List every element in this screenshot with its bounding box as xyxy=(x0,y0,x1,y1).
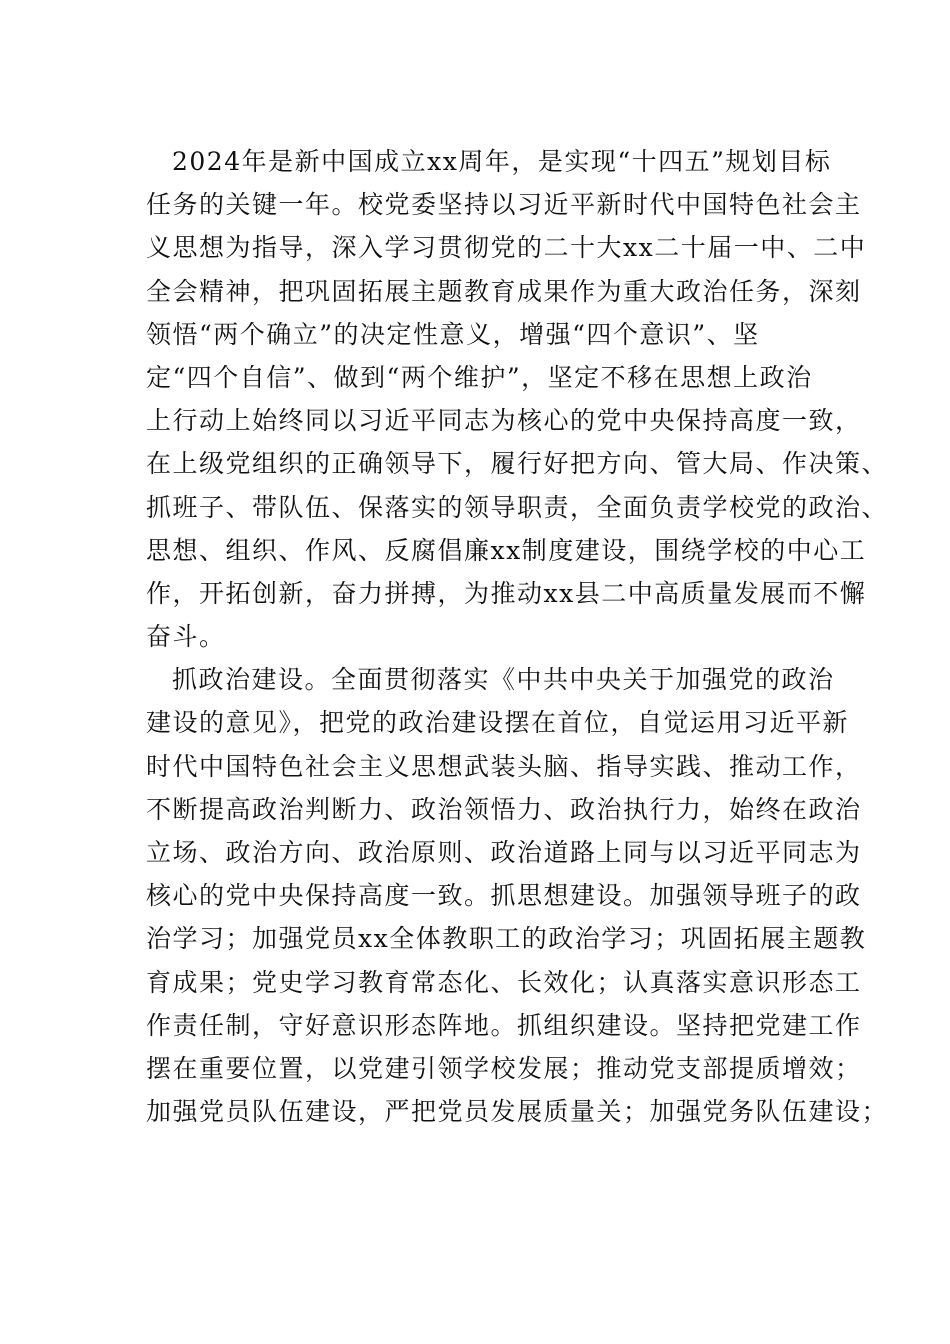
text-line: 摆在重要位置，以党建引领学校发展；推动党支部提质增效； xyxy=(146,1053,862,1083)
text-line: 治学习；加强党员xx全体教职工的政治学习；巩固拓展主题教 xyxy=(146,924,867,954)
text-line: 义思想为指导，深入学习贯彻党的二十大xx二十届一中、二中 xyxy=(146,233,867,263)
text-line: 时代中国特色社会主义思想武装头脑、指导实践、推动工作， xyxy=(146,751,862,781)
text-line: 抓班子、带队伍、保落实的领导职责，全面负责学校党的政治、 xyxy=(146,492,889,522)
text-line: 育成果；党史学习教育常态化、长效化；认真落实意识形态工 xyxy=(146,967,862,997)
paragraph-political-building xyxy=(146,658,889,1133)
text-line: 抓政治建设。全面贯彻落实《中共中央关于加强党的政治 xyxy=(172,665,835,695)
text-line: 2024年是新中国成立xx周年，是实现“十四五”规划目标 xyxy=(172,147,832,176)
text-line: 作，开拓创新，奋力拼搏，为推动xx县二中高质量发展而不懈 xyxy=(146,578,867,608)
document-body xyxy=(146,140,889,1133)
text-line: 不断提高政治判断力、政治领悟力、政治执行力，始终在政治 xyxy=(146,794,862,824)
text-line: 在上级党组织的正确领导下，履行好把方向、管大局、作决策、 xyxy=(146,449,889,479)
text-line: 加强党员队伍建设，严把党员发展质量关；加强党务队伍建设； xyxy=(146,1097,889,1127)
text-line: 作责任制，守好意识形态阵地。抓组织建设。坚持把党建工作 xyxy=(146,1010,862,1040)
text-line: 全会精神，把巩固拓展主题教育成果作为重大政治任务，深刻 xyxy=(146,276,862,306)
text-line: 领悟“两个确立”的决定性意义，增强“四个意识”、坚 xyxy=(146,319,760,349)
text-line: 奋斗。 xyxy=(146,622,226,652)
paragraph-intro xyxy=(146,140,889,658)
text-line: 定“四个自信”、做到“两个维护”，坚定不移在思想上政治 xyxy=(146,362,813,392)
text-line: 上行动上始终同以习近平同志为核心的党中央保持高度一致， xyxy=(146,406,862,436)
text-line: 任务的关键一年。校党委坚持以习近平新时代中国特色社会主 xyxy=(146,190,862,220)
text-line: 建设的意见》，把党的政治建设摆在首位，自觉运用习近平新 xyxy=(146,708,850,738)
text-line: 思想、组织、作风、反腐倡廉xx制度建设，围绕学校的中心工 xyxy=(146,535,867,565)
text-line: 核心的党中央保持高度一致。抓思想建设。加强领导班子的政 xyxy=(146,881,862,911)
text-line: 立场、政治方向、政治原则、政治道路上同与以习近平同志为 xyxy=(146,838,862,867)
